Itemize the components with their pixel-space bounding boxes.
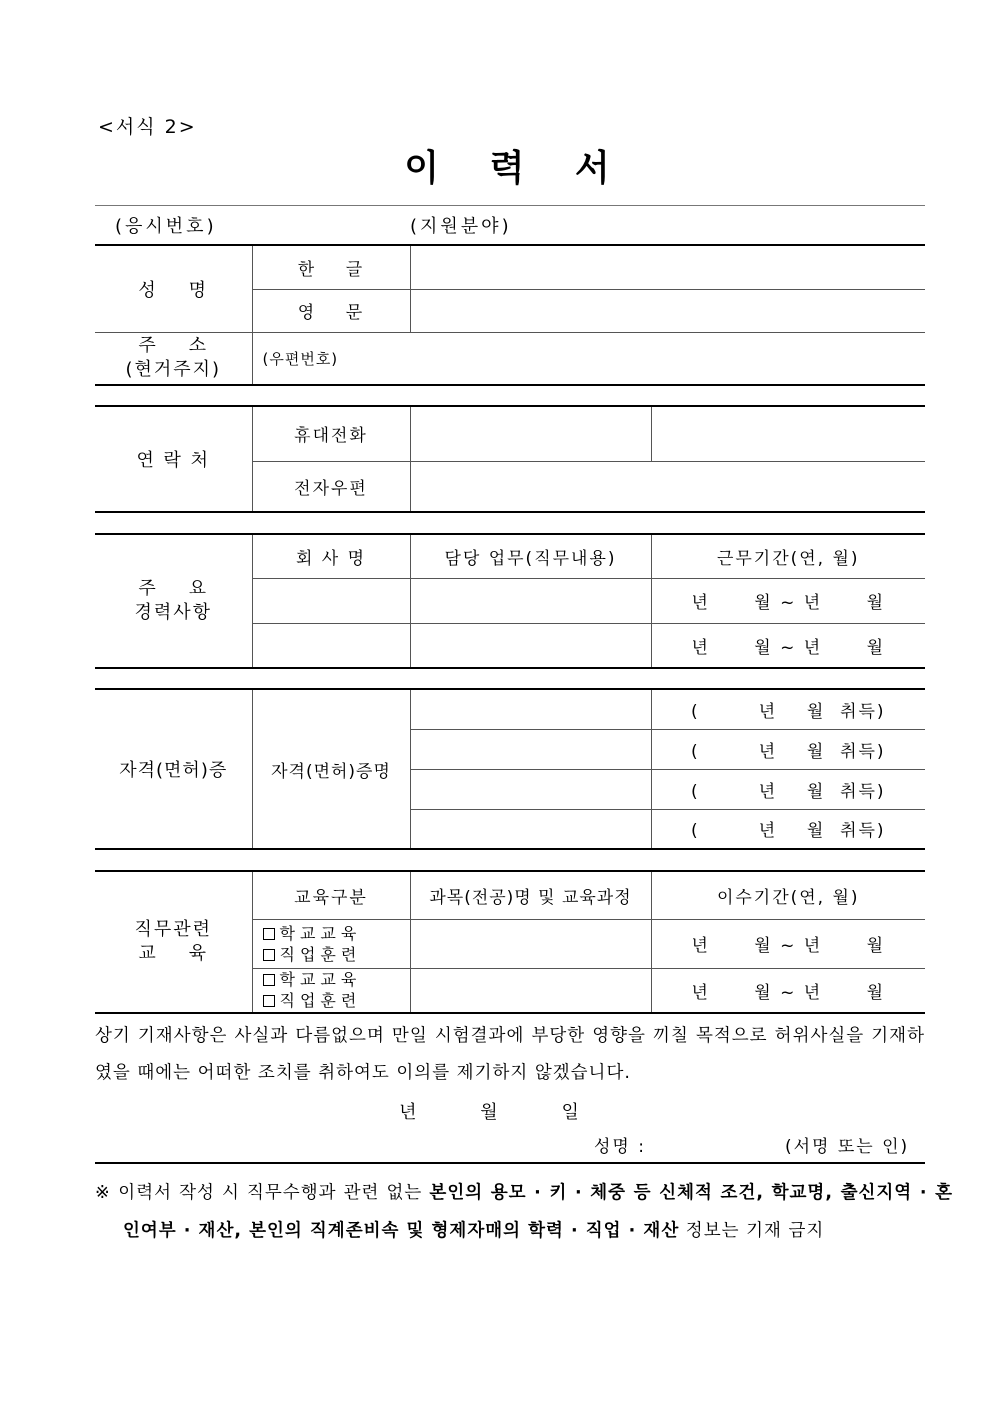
notice-tail-text: 정보는 기재 금지 (679, 1221, 825, 1241)
career-label-line2: 경력사항 (134, 602, 213, 623)
personal-info-table (95, 244, 925, 386)
address-section-label (95, 332, 252, 385)
page-title: 이 력 서 (404, 148, 616, 189)
contact-section-label: 연 락 처 (136, 450, 211, 471)
duty-field[interactable] (410, 623, 651, 668)
company-name-field[interactable] (252, 578, 410, 623)
notice-divider (95, 1162, 925, 1164)
declaration-text: 상기 기재사항은 사실과 다름없으며 만일 시험결과에 부당한 영향을 끼칠 목적으로 허위사실을 기재하였을 때에는 어떠한 조치를 취하여도 이의를 제기하지 않겠습니다. (95, 1026, 925, 1083)
work-period-field[interactable]: 년 월 ~ 년 월 (651, 578, 925, 623)
email-field[interactable] (410, 461, 925, 512)
school-education-checkbox[interactable] (263, 928, 275, 940)
education-period-field[interactable]: 년 월 ~ 년 월 (651, 968, 925, 1013)
vocational-training-checkbox[interactable] (263, 995, 275, 1007)
korean-name-field[interactable] (410, 245, 925, 289)
postal-code-label: (우편번호) (262, 349, 339, 368)
korean-name-label: 한 글 (252, 245, 410, 289)
notice-marker: ※ (95, 1183, 112, 1203)
license-table (95, 688, 925, 850)
license-field[interactable] (410, 729, 651, 769)
education-type-cell (252, 968, 410, 1013)
school-education-label: 학교교육 (279, 970, 362, 990)
signature-seal-note: (서명 또는 인) (785, 1137, 910, 1157)
license-section-label: 자격(면허)증 (119, 760, 228, 781)
contact-table (95, 405, 925, 513)
license-date-field[interactable]: ( 년 월 취득) (651, 729, 925, 769)
mobile-phone-label: 휴대전화 (252, 406, 410, 461)
education-period-header: 이수기간(연, 월) (651, 871, 925, 919)
license-field[interactable] (410, 809, 651, 849)
title-divider (95, 205, 925, 206)
duty-field[interactable] (410, 578, 651, 623)
english-name-field[interactable] (410, 289, 925, 332)
name-section-label: 성 명 (138, 279, 209, 301)
company-name-field[interactable] (252, 623, 410, 668)
privacy-notice (95, 1174, 953, 1250)
english-name-label: 영 문 (252, 289, 410, 332)
company-name-header: 회 사 명 (252, 534, 410, 578)
vocational-training-checkbox[interactable] (263, 949, 275, 961)
license-date-field[interactable]: ( 년 월 취득) (651, 809, 925, 849)
vocational-training-label: 직업훈련 (279, 944, 362, 964)
work-period-header: 근무기간(연, 월) (651, 534, 925, 578)
education-course-field[interactable] (410, 919, 651, 968)
vocational-training-label: 직업훈련 (279, 991, 362, 1011)
education-type-header: 교육구분 (252, 871, 410, 919)
school-education-label: 학교교육 (279, 923, 362, 943)
education-label-line1: 직무관련 (134, 919, 213, 940)
signature-name-label: 성명 : (594, 1137, 646, 1157)
duty-header: 담당 업무(직무내용) (410, 534, 651, 578)
application-field-label: (지원분야) (410, 216, 512, 237)
education-period-field[interactable]: 년 월 ~ 년 월 (651, 919, 925, 968)
email-label: 전자우편 (252, 461, 410, 512)
license-field[interactable] (410, 689, 651, 729)
license-field[interactable] (410, 769, 651, 809)
school-education-checkbox[interactable] (263, 974, 275, 986)
notice-lead-text: 이력서 작성 시 직무수행과 관련 없는 (111, 1183, 430, 1203)
education-course-field[interactable] (410, 968, 651, 1013)
license-date-field[interactable]: ( 년 월 취득) (651, 769, 925, 809)
education-section-label (95, 871, 252, 1013)
education-table (95, 870, 925, 1014)
notice-bold-text: 본인의 용모 · 키 · 체중 등 신체적 조건, 학교명, 출신지역 · 혼인여부 · 재산, 본인의 직계존비속 및 형제자매의 학력 · 직업 · 재산 (123, 1183, 954, 1241)
work-period-field[interactable]: 년 월 ~ 년 월 (651, 623, 925, 668)
mobile-phone-field-2[interactable] (651, 406, 925, 461)
form-number-tag: <서식 2> (98, 116, 197, 138)
address-label-line2: (현거주지) (125, 359, 222, 381)
header-row (95, 212, 925, 242)
address-field[interactable] (252, 332, 925, 385)
signature-date-line: 년 월 일 (399, 1102, 581, 1123)
education-label-line2: 교 육 (138, 943, 209, 964)
career-label-line1: 주 요 (138, 578, 209, 599)
mobile-phone-field-1[interactable] (410, 406, 651, 461)
address-label-line1: 주 소 (138, 335, 209, 357)
exam-number-label: (응시번호) (115, 216, 217, 237)
education-course-header: 과목(전공)명 및 교육과정 (410, 871, 651, 919)
license-name-header: 자격(면허)증명 (252, 689, 410, 849)
license-date-field[interactable]: ( 년 월 취득) (651, 689, 925, 729)
career-section-label (95, 534, 252, 668)
career-table (95, 533, 925, 669)
education-type-cell (252, 919, 410, 968)
